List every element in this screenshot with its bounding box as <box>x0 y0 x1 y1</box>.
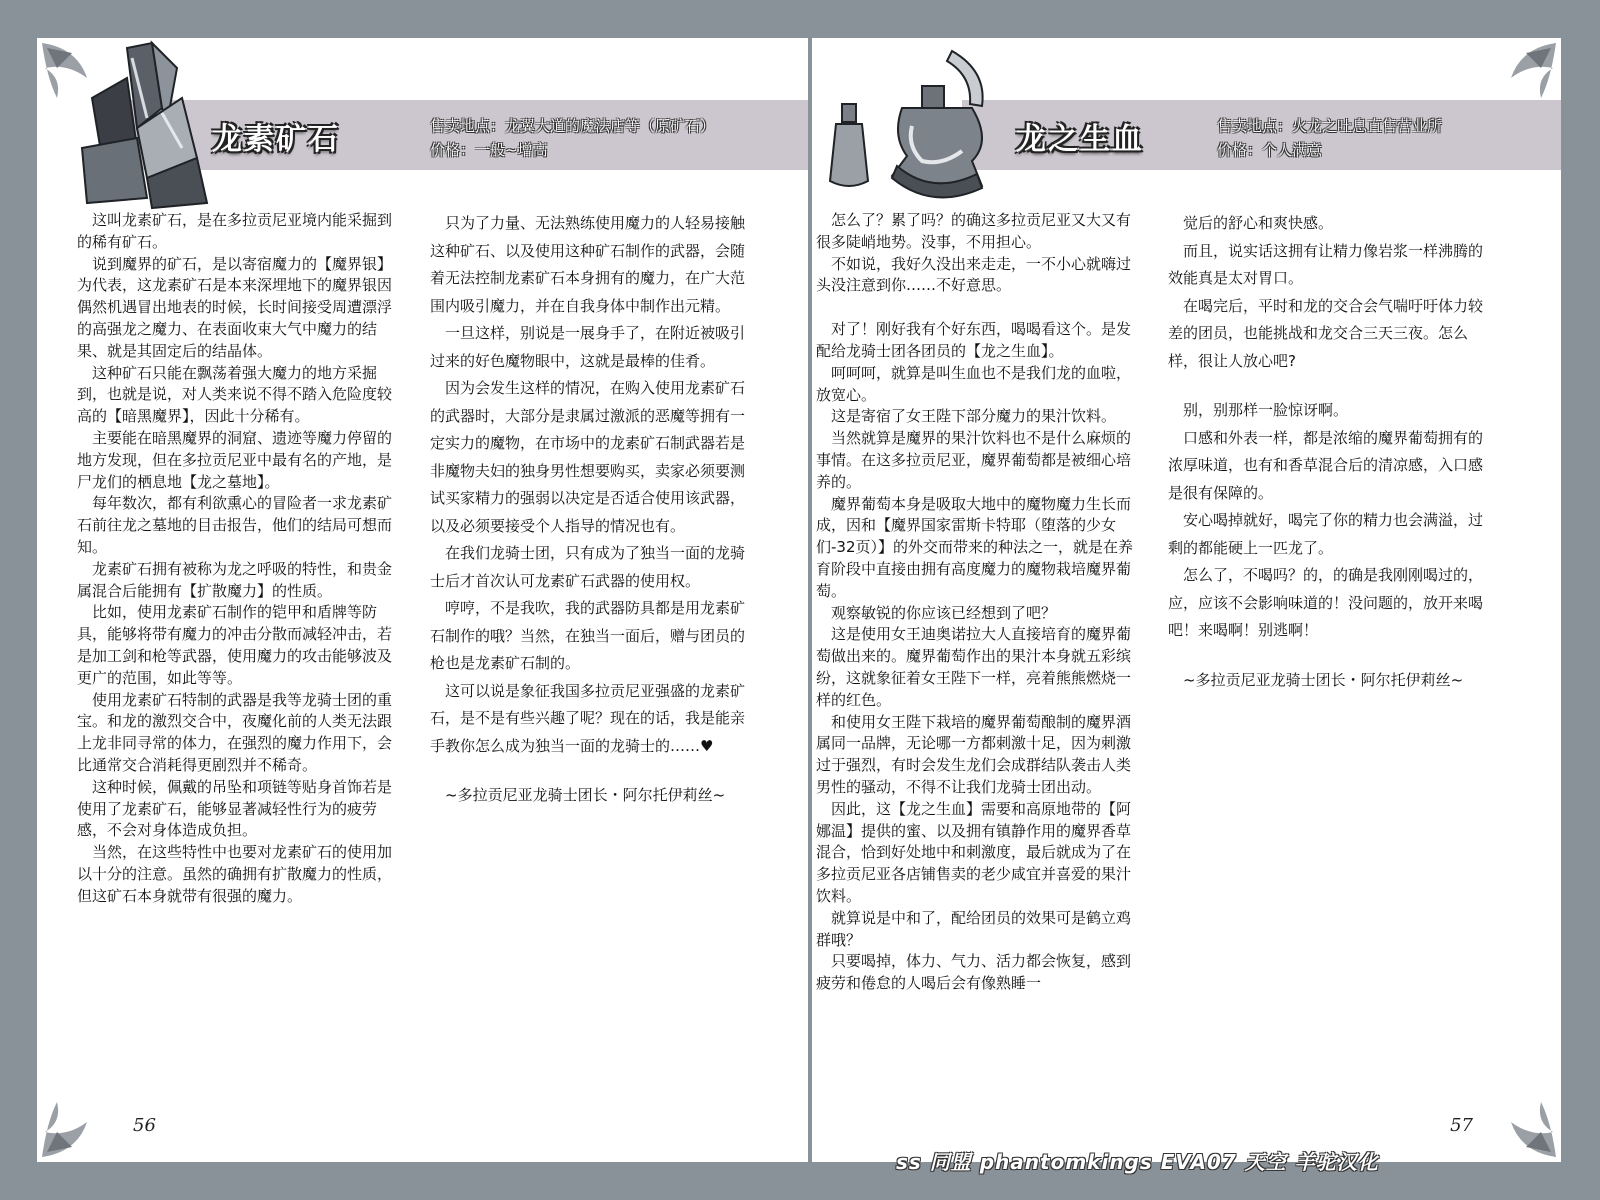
paragraph: 在喝完后，平时和龙的交合会气喘吁吁体力较差的团员，也能挑战和龙交合三天三夜。怎么样，很让人放心吧? <box>1168 296 1484 370</box>
paragraph: 这是寄宿了女王陛下部分魔力的果汁饮料。 <box>831 407 1117 426</box>
paragraph: 这种时候，佩戴的吊坠和项链等贴身首饰若是使用了龙素矿石，能够显著减轻性行为的疲劳感，不会对身体造成负担。 <box>77 777 393 840</box>
price: 价格：个人满意 <box>1217 141 1323 159</box>
paragraph: 一旦这样，别说是一展身手了，在附近被吸引过来的好色魔物眼中，这就是最棒的佳肴。 <box>430 324 746 370</box>
header-band <box>127 100 808 170</box>
header-band <box>962 100 1561 170</box>
paragraph: 当然，在这些特性中也要对龙素矿石的使用加以十分的注意。虽然的确拥有扩散魔力的性质，但这矿石本身就带有很强的魔力。 <box>77 843 393 905</box>
paragraph: 觉后的舒心和爽快感。 <box>1183 214 1334 232</box>
signature: ~多拉贡尼亚龙骑士团长・阿尔托伊莉丝~ <box>1183 670 1464 689</box>
paragraph: 这叫龙素矿石，是在多拉贡尼亚境内能采掘到的稀有矿石。 <box>77 211 393 251</box>
paragraph: 口感和外表一样，都是浓缩的魔界葡萄拥有的浓厚味道，也有和香草混合后的清凉感，入口感是很有保障的。 <box>1168 428 1484 502</box>
right-page <box>812 38 1561 1162</box>
price: 价格：一般~增高 <box>430 141 548 159</box>
paragraph: 这可以说是象征我国多拉贡尼亚强盛的龙素矿石，是不是有些兴趣了呢？现在的话，我是能亲手教你怎么成为独当一面的龙骑士的……♥ <box>430 681 746 755</box>
sale-location: 售卖地点：火龙之吐息直售营业所 <box>1217 117 1443 135</box>
ornament-bottom-right-icon <box>1471 1072 1561 1162</box>
paragraph: 当然就算是魔界的果汁饮料也不是什么麻烦的事情。在这多拉贡尼亚，魔界葡萄都是被细心培养的。 <box>816 429 1132 491</box>
paragraph: 呵呵呵，就算是叫生血也不是我们龙的血啦，放宽心。 <box>816 363 1132 404</box>
paragraph: 这种矿石只能在飘荡着强大魔力的地方采掘到，也就是说，对人类来说不得不踏入危险度较高的【暗黑魔界】，因此十分稀有。 <box>77 363 393 426</box>
paragraph: 因此，这【龙之生血】需要和高原地带的【阿娜温】提供的蜜、以及拥有镇静作用的魔界香草混合，恰到好处地中和刺激度，最后就成为了在多拉贡尼亚各店铺售卖的老少咸宜并喜爱的果汁饮料。 <box>816 799 1132 905</box>
paragraph: 只为了力量、无法熟练使用魔力的人轻易接触这种矿石、以及使用这种矿石制作的武器，会随着无法控制龙素矿石本身拥有的魔力，在广大范围内吸引魔力，并在自我身体中制作出元精。 <box>430 214 746 315</box>
ornament-bottom-left-icon <box>37 1072 127 1162</box>
paragraph: 安心喝掉就好，喝完了你的精力也会满溢，过剩的都能硬上一匹龙了。 <box>1168 511 1484 557</box>
paragraph: 别，别那样一脸惊讶啊。 <box>1183 401 1349 419</box>
paragraph: 哼哼，不是我吹，我的武器防具都是用龙素矿石制作的哦？当然，在独当一面后，赠与团员的枪也是龙素矿石制的。 <box>430 599 746 672</box>
paragraph: 说到魔界的矿石，是以寄宿魔力的【魔界银】为代表，这龙素矿石是本来深埋地下的魔界银因偶然机遇冒出地表的时候，长时间接受周遭漂浮的高强龙之魔力、在表面收束大气中魔力的结果、就是其固定后的结晶体。 <box>77 254 393 360</box>
left-column-2 <box>430 210 748 810</box>
paragraph: 观察敏锐的你应该已经想到了吧？ <box>831 603 1057 622</box>
paragraph: 因为会发生这样的情况，在购入使用龙素矿石的武器时，大部分是隶属过激派的恶魔等拥有一定实力的魔物，在市场中的龙素矿石制武器若是非魔物夫妇的独身男性想要购买，卖家必须要测试买家精力的强弱以决定是否适合使用该武器，以及必须要接受个人指导的情况也有。 <box>430 379 746 535</box>
dragon-blood-bottle-icon <box>812 46 1012 216</box>
paragraph: 魔界葡萄本身是吸取大地中的魔物魔力生长而成，因和【魔界国家雷斯卡特耶（堕落的少女们-32页）】的外交而带来的种法之一，就是在养育阶段中直接由拥有高度魔力的魔物栽培魔界葡萄。 <box>816 494 1134 600</box>
item-info <box>430 114 715 162</box>
paragraph: 龙素矿石拥有被称为龙之呼吸的特性，和贵金属混合后能拥有【扩散魔力】的性质。 <box>77 559 393 600</box>
page-number: 56 <box>133 1115 156 1136</box>
page-number: 57 <box>1450 1115 1473 1136</box>
left-column-1 <box>77 210 395 908</box>
paragraph: 这是使用女王迪奥诺拉大人直接培育的魔界葡萄做出来的。魔界葡萄作出的果汁本身就五彩缤纷，这就象征着女王陛下一样，亮着熊熊燃烧一样的红色。 <box>816 625 1132 709</box>
paragraph: 使用龙素矿石特制的武器是我等龙骑士团的重宝。和龙的激烈交合中，夜魔化前的人类无法跟上龙非同寻常的体力，在强烈的魔力作用下，会比通常交合消耗得更剧烈并不稀奇。 <box>77 690 393 774</box>
paragraph: 在我们龙骑士团，只有成为了独当一面的龙骑士后才首次认可龙素矿石武器的使用权。 <box>430 544 746 590</box>
paragraph: 对了！刚好我有个好东西，喝喝看这个。是发配给龙骑士团各团员的【龙之生血】。 <box>816 320 1132 360</box>
paragraph: 而且，说实话这拥有让精力像岩浆一样沸腾的效能真是太对胃口。 <box>1168 241 1484 287</box>
paragraph: 主要能在暗黑魔界的洞窟、遗迹等魔力停留的地方发现，但在多拉贡尼亚中最有名的产地，是尸龙们的栖息地【龙之墓地】。 <box>77 428 393 491</box>
item-info <box>1217 114 1442 162</box>
paragraph: 只要喝掉，体力、气力、活力都会恢复，感到疲劳和倦怠的人喝后会有像熟睡一 <box>816 952 1132 993</box>
paragraph: 不如说，我好久没出来走走，一不小心就嗨过头没注意到你……不好意思。 <box>816 254 1132 295</box>
paragraph: 怎么了，不喝吗？的，的确是我刚刚喝过的，应，应该不会影响味道的！没问题的，放开来喝吧！来喝啊！别逃啊！ <box>1168 566 1484 639</box>
left-page <box>37 38 808 1162</box>
signature: ~多拉贡尼亚龙骑士团长・阿尔托伊莉丝~ <box>445 786 726 804</box>
item-title: 龙之生血 <box>1016 122 1144 157</box>
right-column-1 <box>816 210 1134 995</box>
dragon-ore-crystal-icon <box>67 38 217 213</box>
paragraph: 比如，使用龙素矿石制作的铠甲和盾牌等防具，能够将带有魔力的冲击分散而减轻冲击，若是加工剑和枪等武器，使用魔力的攻击能够波及更广的范围，如此等等。 <box>77 603 393 687</box>
paragraph: 就算说是中和了，配给团员的效果可是鹤立鸡群哦？ <box>816 908 1132 949</box>
right-column-2 <box>1168 210 1486 694</box>
paragraph: 和使用女王陛下栽培的魔界葡萄酿制的魔界酒属同一品牌，无论哪一方都刺激十足，因为刺激过于强烈，有时会发生龙们会成群结队袭击人类男性的骚动，不得不让我们龙骑士团出动。 <box>816 712 1132 796</box>
scanlation-credit: ss 同盟 phantomkings EVA07 天空 羊驼汉化 <box>896 1150 1379 1174</box>
sale-location: 售卖地点：龙翼大道的魔法店等（原矿石） <box>430 117 716 135</box>
paragraph: 每年数次，都有利欲熏心的冒险者一求龙素矿石前往龙之墓地的目击报告，他们的结局可想而知。 <box>77 494 393 556</box>
paragraph: 怎么了？累了吗？的确这多拉贡尼亚又大又有很多陡峭地势。没事，不用担心。 <box>816 211 1132 251</box>
item-title: 龙素矿石 <box>212 122 340 157</box>
